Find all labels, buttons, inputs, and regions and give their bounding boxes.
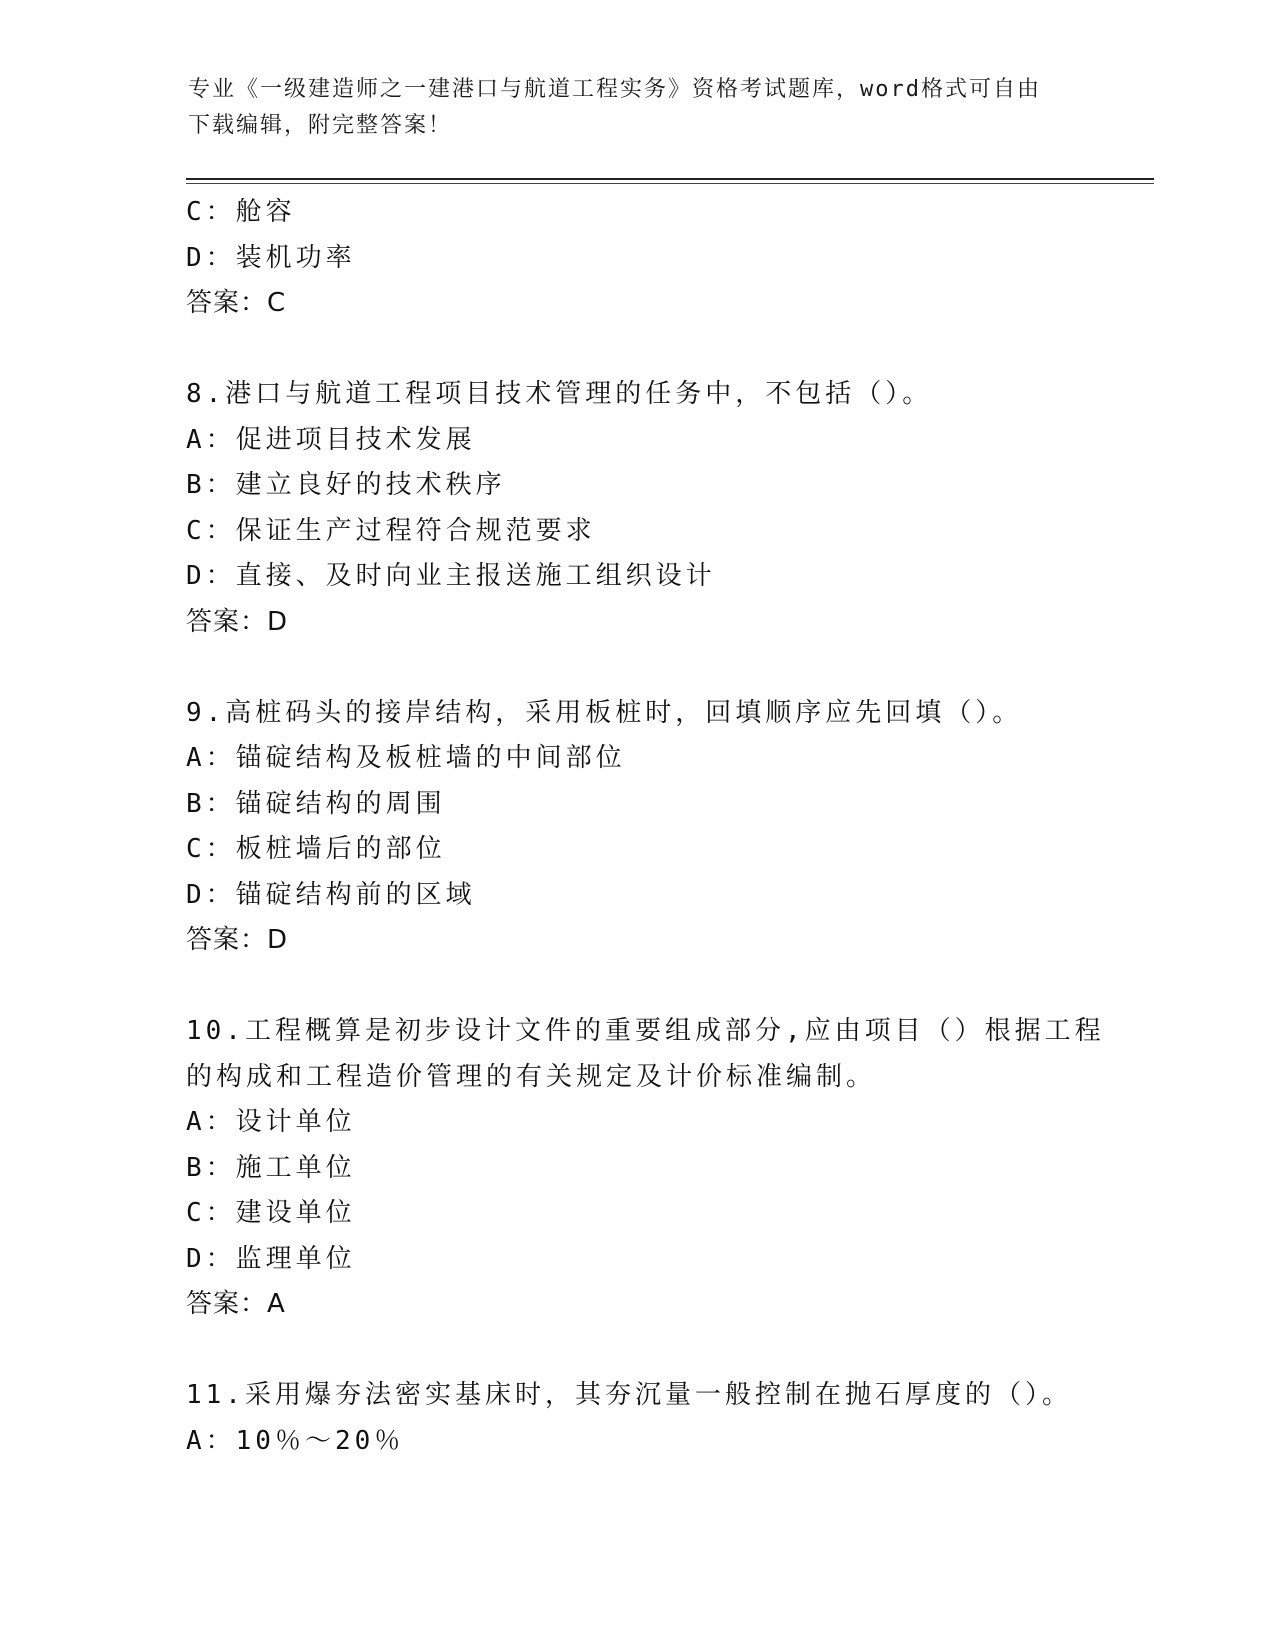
spacer <box>186 1328 1086 1374</box>
q9-option-a: A：锚碇结构及板桩墙的中间部位 <box>186 743 626 773</box>
q9-option-c: C：板桩墙后的部位 <box>186 834 446 864</box>
q10-option-a: A：设计单位 <box>186 1107 356 1137</box>
header-divider-thick <box>186 178 1154 180</box>
q8-option-c: C：保证生产过程符合规范要求 <box>186 515 596 546</box>
question-10-block <box>186 1009 1105 1328</box>
q10-option-b: B：施工单位 <box>186 1152 356 1183</box>
header-divider-thin <box>186 183 1154 184</box>
spacer <box>186 327 1086 373</box>
header-line-1: 专业《一级建造师之一建港口与航道工程实务》资格考试题库，word格式可自由 <box>188 77 1041 102</box>
q10-question-line-2: 的构成和工程造价管理的有关规定及计价标准编制。 <box>186 1061 877 1092</box>
q8-answer: 答案：D <box>186 606 289 637</box>
q8-option-b: B：建立良好的技术秩序 <box>186 470 506 500</box>
q9-option-b: B：锚碇结构的周围 <box>186 788 446 819</box>
q7-option-c: C：舱容 <box>186 197 296 227</box>
question-7-block <box>186 190 1086 327</box>
q11-option-a: A：10％～20％ <box>186 1425 405 1456</box>
q10-answer: 答案：A <box>186 1289 286 1319</box>
q11-question: 11.采用爆夯法密实基床时，其夯沉量一般控制在抛石厚度的（）。 <box>186 1380 1072 1410</box>
q9-option-d: D：锚碇结构前的区域 <box>186 879 476 910</box>
spacer <box>186 645 1086 691</box>
q7-answer: 答案：C <box>186 288 287 318</box>
document-header <box>188 72 1068 144</box>
q8-question: 8.港口与航道工程项目技术管理的任务中，不包括（）。 <box>186 379 933 409</box>
question-list <box>186 190 1105 1464</box>
q10-option-c: C：建设单位 <box>186 1198 356 1228</box>
q10-question-line-1: 10.工程概算是初步设计文件的重要组成部分,应由项目（）根据工程 <box>186 1016 1105 1046</box>
question-8-block <box>186 372 1086 645</box>
question-9-block <box>186 691 1086 964</box>
q9-answer: 答案：D <box>186 925 289 955</box>
q8-option-d: D：直接、及时向业主报送施工组织设计 <box>186 561 716 591</box>
q10-option-d: D：监理单位 <box>186 1243 356 1274</box>
question-11-block <box>186 1373 1086 1464</box>
q7-option-d: D：装机功率 <box>186 242 356 273</box>
q9-question: 9.高桩码头的接岸结构，采用板桩时，回填顺序应先回填（）。 <box>186 697 1023 728</box>
q8-option-a: A：促进项目技术发展 <box>186 424 476 455</box>
spacer <box>186 964 1086 1010</box>
header-line-2: 下载编辑，附完整答案！ <box>188 113 453 138</box>
